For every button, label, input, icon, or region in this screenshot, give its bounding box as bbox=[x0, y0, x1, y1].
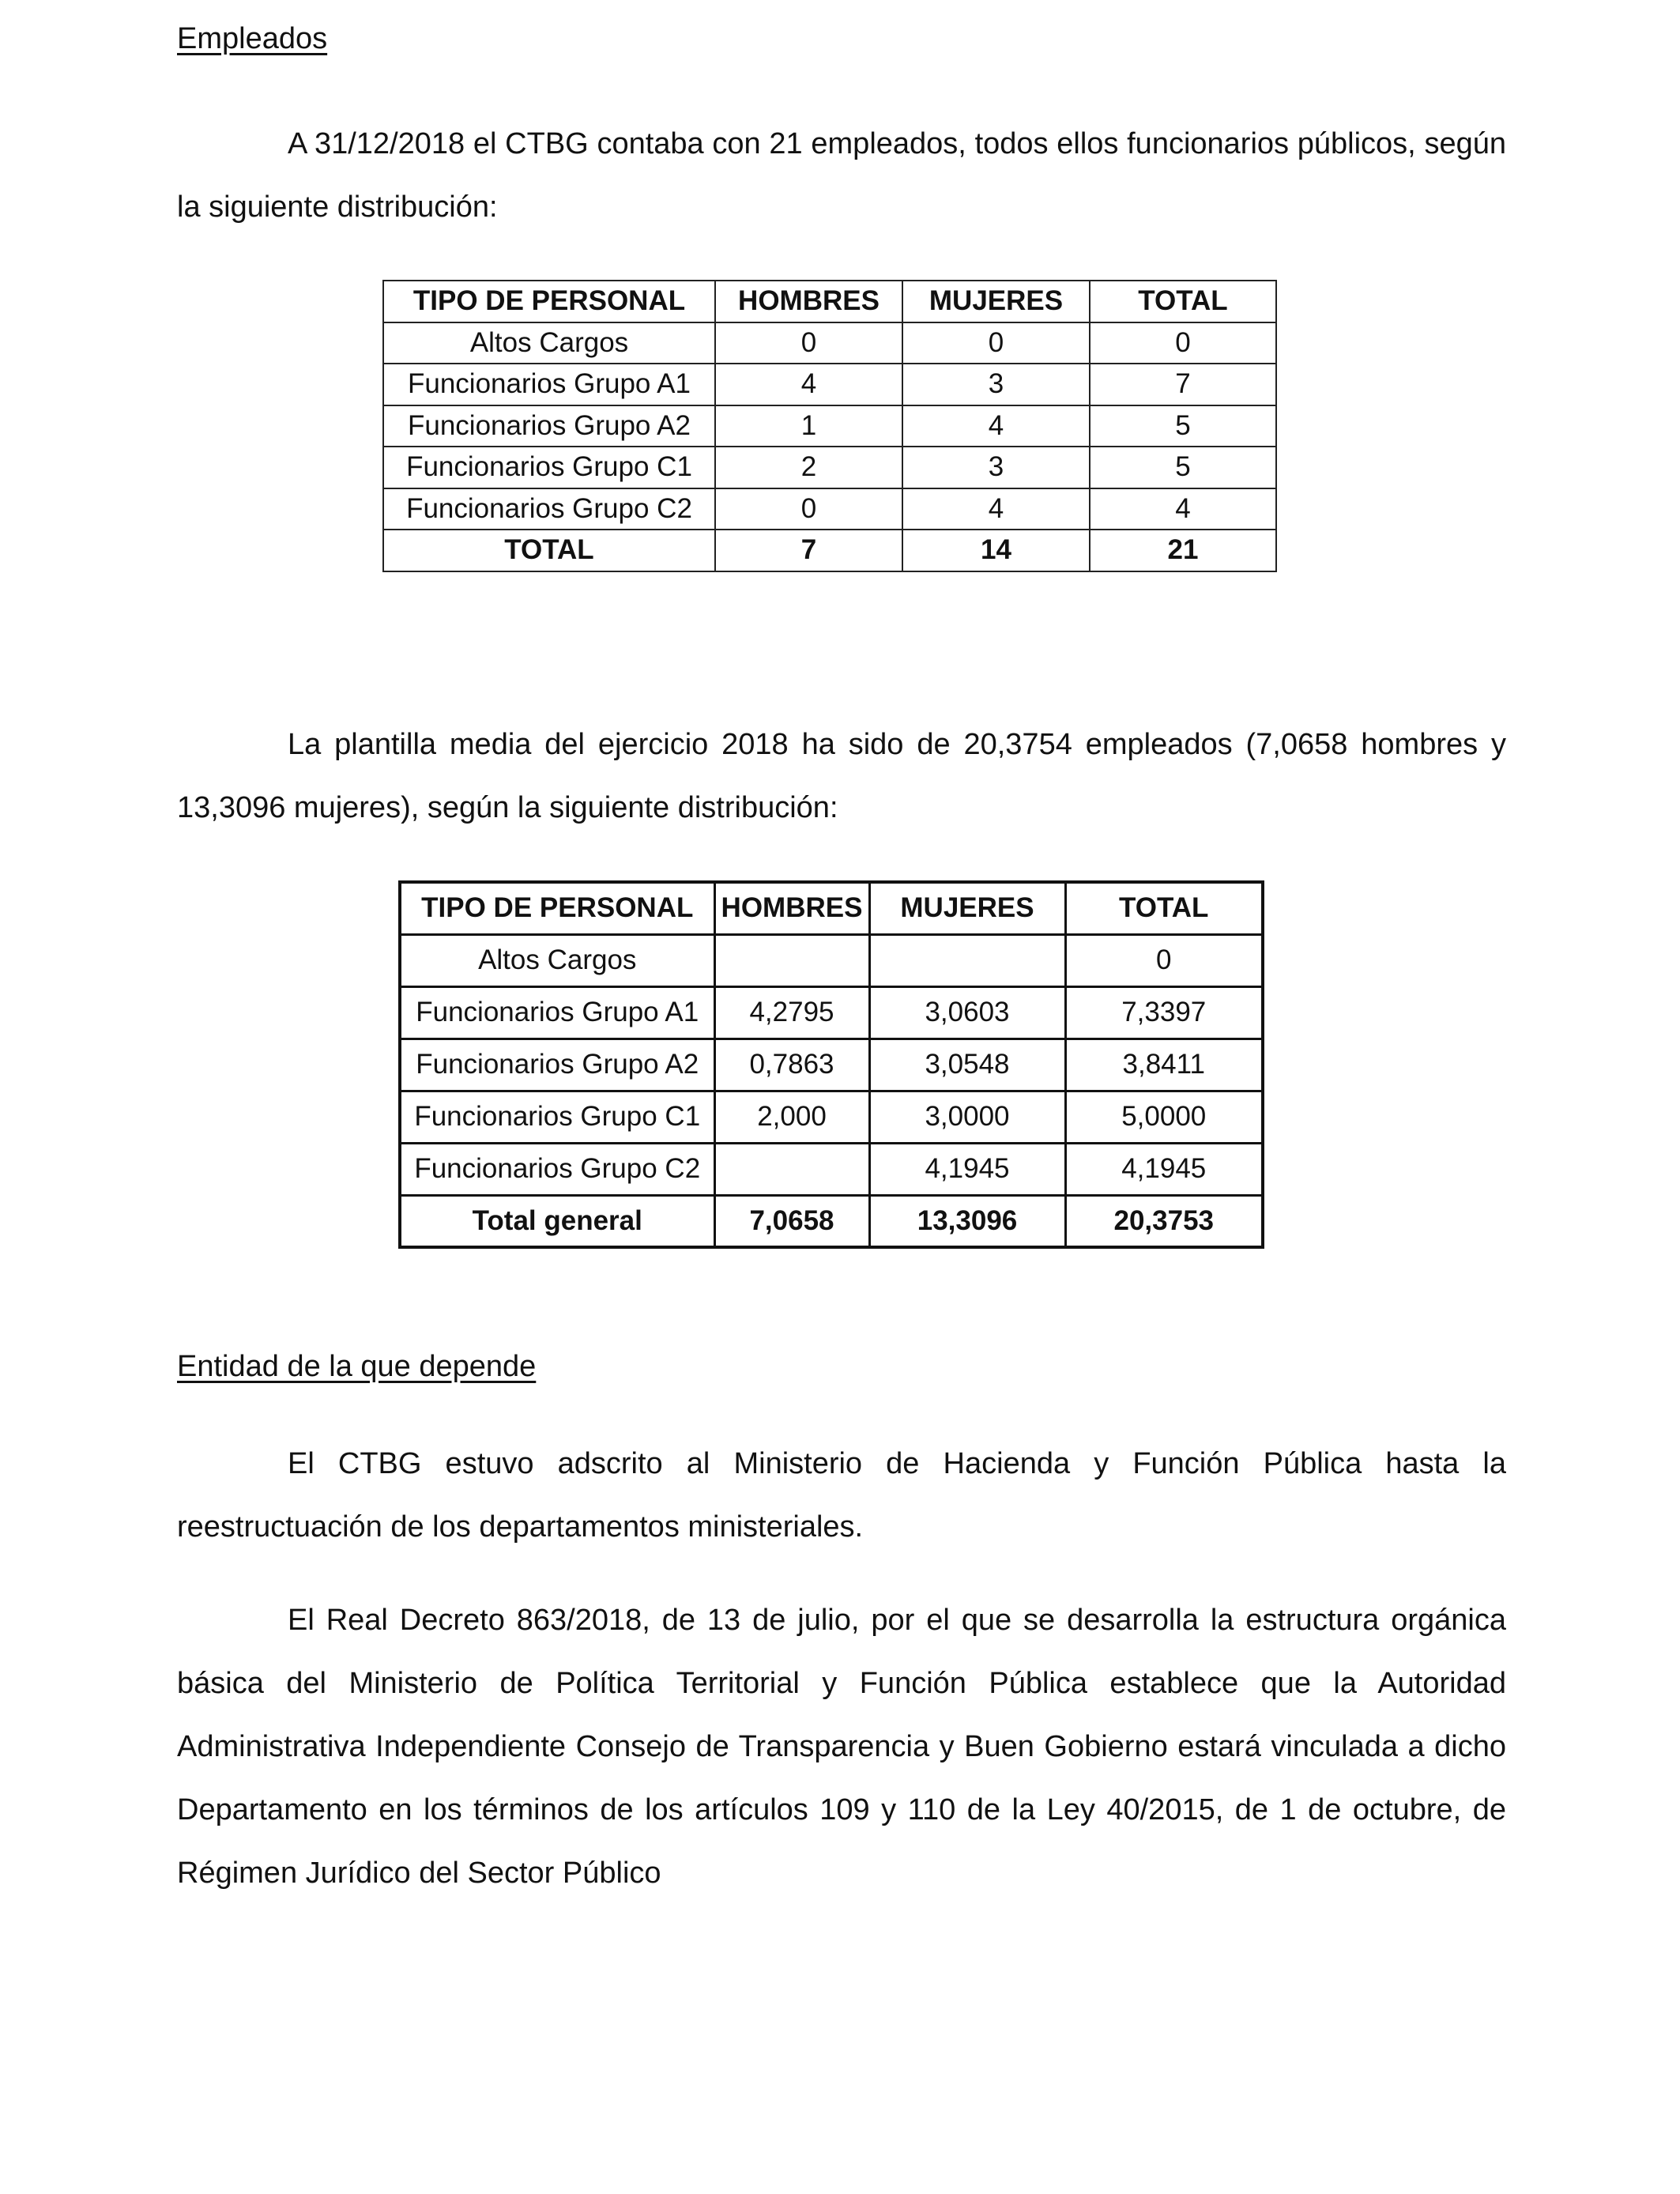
table-row bbox=[383, 364, 1276, 405]
table-cell: Funcionarios Grupo C2 bbox=[400, 1143, 714, 1195]
table-cell: 0,7863 bbox=[714, 1039, 869, 1091]
table-cell: 4,2795 bbox=[714, 986, 869, 1039]
employees-table bbox=[382, 280, 1277, 572]
table-cell: 5 bbox=[1090, 447, 1276, 488]
header-cell: TOTAL bbox=[1065, 882, 1263, 934]
table-cell: 3,0000 bbox=[869, 1091, 1065, 1143]
table-cell: 4,1945 bbox=[869, 1143, 1065, 1195]
table-cell: 21 bbox=[1090, 530, 1276, 571]
table-cell: 14 bbox=[902, 530, 1090, 571]
table-cell: 4 bbox=[902, 405, 1090, 447]
table-row bbox=[383, 405, 1276, 447]
paragraph-adscripcion: El CTBG estuvo adscrito al Ministerio de Hacienda y Función Pública hasta la reestructuación de los departamentos ministeriales. bbox=[177, 1447, 1506, 1544]
table-cell: 1 bbox=[715, 405, 902, 447]
table-cell: 4 bbox=[902, 488, 1090, 530]
average-staff-table bbox=[398, 880, 1264, 1249]
table-cell: TOTAL bbox=[383, 530, 715, 571]
table-cell: 4 bbox=[715, 364, 902, 405]
header-cell: MUJERES bbox=[869, 882, 1065, 934]
section-heading-entidad: Entidad de la que depende bbox=[177, 1350, 537, 1383]
table-cell: 4,1945 bbox=[1065, 1143, 1263, 1195]
header-cell: TOTAL bbox=[1090, 281, 1276, 322]
header-cell: HOMBRES bbox=[715, 281, 902, 322]
table-cell bbox=[714, 934, 869, 986]
table-cell: 5 bbox=[1090, 405, 1276, 447]
table-cell: Funcionarios Grupo A1 bbox=[383, 364, 715, 405]
table-cell: Funcionarios Grupo C1 bbox=[400, 1091, 714, 1143]
table-cell: Altos Cargos bbox=[383, 322, 715, 364]
table-cell: Funcionarios Grupo A2 bbox=[383, 405, 715, 447]
table-cell: 4 bbox=[1090, 488, 1276, 530]
table-cell: 2 bbox=[715, 447, 902, 488]
section-heading-empleados: Empleados bbox=[177, 22, 328, 55]
table-row bbox=[383, 447, 1276, 488]
table-total-row bbox=[383, 530, 1276, 571]
table-cell bbox=[714, 1143, 869, 1195]
table-header-row bbox=[400, 882, 1263, 934]
paragraph-real-decreto: El Real Decreto 863/2018, de 13 de julio, por el que se desarrolla la estructura orgánica básica del Ministerio de Política Territorial y Función Pública establece que la Autoridad Administrativa Independiente Consejo de Transparencia y Buen Gobierno estará vinculada a dicho Departamento en los términos de los artículos 109 y 110 de la Ley 40/2015, de 1 de octubre, de Régimen Jurídico del Sector Público bbox=[177, 1604, 1506, 1890]
table-cell: 7 bbox=[715, 530, 902, 571]
table-row bbox=[400, 1143, 1263, 1195]
table-cell: 13,3096 bbox=[869, 1195, 1065, 1247]
header-cell: TIPO DE PERSONAL bbox=[400, 882, 714, 934]
table-cell: 3 bbox=[902, 364, 1090, 405]
header-cell: HOMBRES bbox=[714, 882, 869, 934]
table-cell: Funcionarios Grupo A1 bbox=[400, 986, 714, 1039]
paragraph-plantilla-media: La plantilla media del ejercicio 2018 ha sido de 20,3754 empleados (7,0658 hombres y 13,3096 mujeres), según la siguiente distribución: bbox=[177, 728, 1506, 824]
paragraph-empleados: A 31/12/2018 el CTBG contaba con 21 empleados, todos ellos funcionarios públicos, según la siguiente distribución: bbox=[177, 127, 1506, 224]
table-cell: 7,0658 bbox=[714, 1195, 869, 1247]
table-row bbox=[400, 1091, 1263, 1143]
table-cell bbox=[869, 934, 1065, 986]
table-cell: 0 bbox=[715, 488, 902, 530]
table-cell: 5,0000 bbox=[1065, 1091, 1263, 1143]
header-cell: TIPO DE PERSONAL bbox=[383, 281, 715, 322]
table-cell: Funcionarios Grupo A2 bbox=[400, 1039, 714, 1091]
table-cell: 7 bbox=[1090, 364, 1276, 405]
table-cell: Altos Cargos bbox=[400, 934, 714, 986]
header-cell: MUJERES bbox=[902, 281, 1090, 322]
table-cell: 3,8411 bbox=[1065, 1039, 1263, 1091]
table-cell: 0 bbox=[902, 322, 1090, 364]
table-cell: 0 bbox=[1065, 934, 1263, 986]
table-cell: Funcionarios Grupo C2 bbox=[383, 488, 715, 530]
table-row bbox=[383, 488, 1276, 530]
table-cell: Total general bbox=[400, 1195, 714, 1247]
table-cell: 0 bbox=[1090, 322, 1276, 364]
table-cell: 2,000 bbox=[714, 1091, 869, 1143]
table-row bbox=[400, 986, 1263, 1039]
table-cell: 7,3397 bbox=[1065, 986, 1263, 1039]
table-cell: 20,3753 bbox=[1065, 1195, 1263, 1247]
table-cell: 3,0603 bbox=[869, 986, 1065, 1039]
table-row bbox=[400, 1039, 1263, 1091]
table-total-row bbox=[400, 1195, 1263, 1247]
table-cell: Funcionarios Grupo C1 bbox=[383, 447, 715, 488]
table-row bbox=[400, 934, 1263, 986]
table-row bbox=[383, 322, 1276, 364]
table-header-row bbox=[383, 281, 1276, 322]
table-cell: 3,0548 bbox=[869, 1039, 1065, 1091]
table-cell: 3 bbox=[902, 447, 1090, 488]
table-cell: 0 bbox=[715, 322, 902, 364]
